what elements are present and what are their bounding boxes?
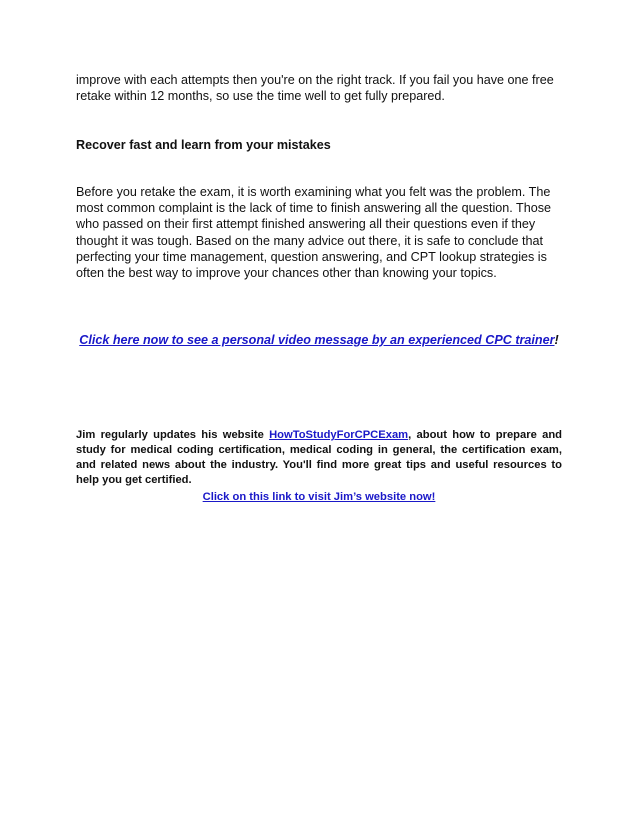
retake-paragraph: improve with each attempts then you're on the right track. If you fail you have one free retake within 12 months, so use the time well to get fully prepared.	[76, 73, 554, 104]
retake-advice-paragraph: Before you retake the exam, it is worth examining what you felt was the problem. The most common complaint is the lack of time to finish answering all the question. Those who passed on their first attempt finished answering all their questions even if they thought it was tough. Based on the many advice out there, it is safe to conclude that perfecting your time management, question answering, and CPT lookup strategies is often the best way to improve your chances other than knowing your topics.	[76, 185, 552, 281]
author-text-before: Jim regularly updates his website	[76, 429, 270, 441]
section-heading: Recover fast and learn from your mistakes	[76, 138, 331, 152]
video-link-line	[0, 333, 638, 347]
visit-website-link[interactable]: Click on this link to visit Jim’s website now!	[202, 491, 436, 503]
author-paragraph	[76, 428, 562, 488]
author-text-after: , about how to prepare and study for medical coding certification, medical coding in general, the certification exam, and related news about the industry. You'll find more great tips and useful resources to help you get certified.	[76, 429, 562, 486]
video-message-link[interactable]: Click here now to see a personal video message by an experienced CPC trainer	[79, 333, 555, 347]
visit-link-line	[0, 491, 638, 503]
video-link-suffix: !	[554, 333, 559, 347]
website-link[interactable]: HowToStudyForCPCExam	[269, 429, 409, 441]
